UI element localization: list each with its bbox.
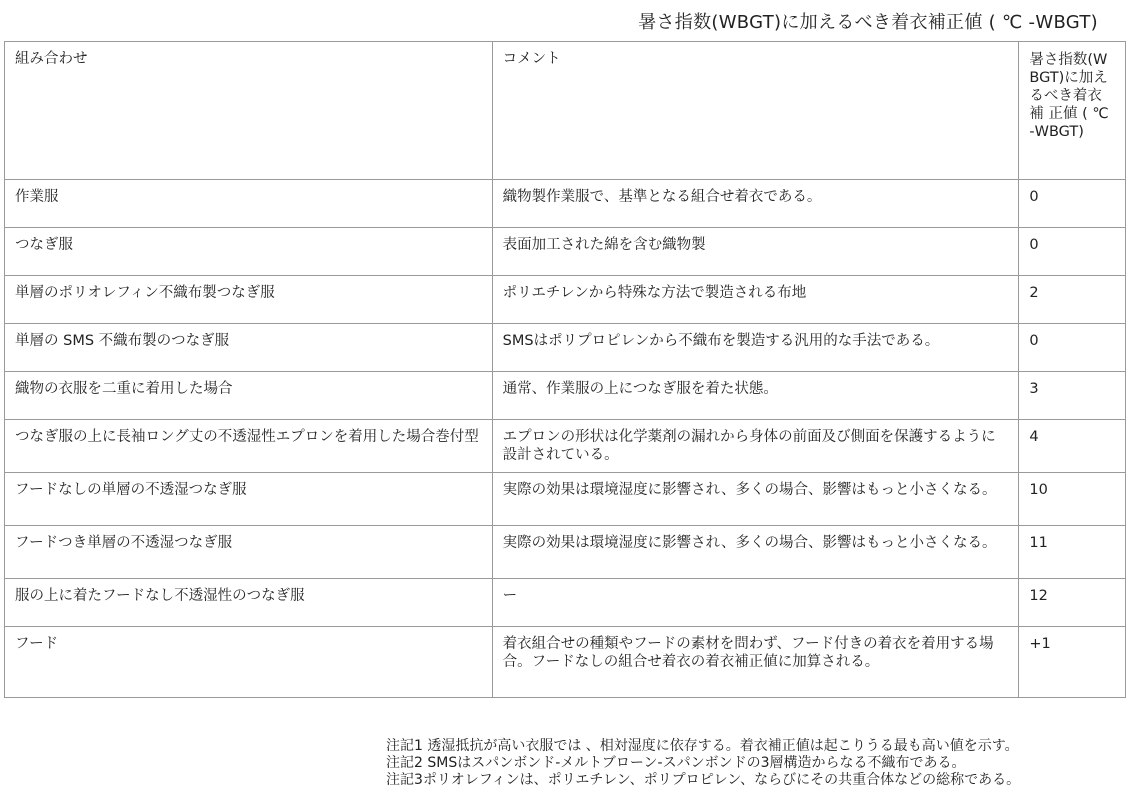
- cell-combination: つなぎ服: [5, 228, 493, 276]
- table-row: [5, 627, 1126, 698]
- cell-combination: 単層のポリオレフィン不織布製つなぎ服: [5, 276, 493, 324]
- table-row: [5, 526, 1126, 579]
- cell-combination: 織物の衣服を二重に着用した場合: [5, 372, 493, 420]
- table-row: [5, 372, 1126, 420]
- cell-combination: フードなしの単層の不透湿つなぎ服: [5, 473, 493, 526]
- column-header-comment: コメント: [492, 42, 1019, 180]
- cell-correction-value: 3: [1019, 372, 1126, 420]
- cell-correction-value: 12: [1019, 579, 1126, 627]
- cell-correction-value: 0: [1019, 180, 1126, 228]
- cell-comment: 表面加工された綿を含む織物製: [492, 228, 1019, 276]
- table-row: [5, 228, 1126, 276]
- column-header-combination: 組み合わせ: [5, 42, 493, 180]
- table-row: [5, 420, 1126, 473]
- cell-comment: エプロンの形状は化学薬剤の漏れから身体の前面及び側面を保護するように設計されている。: [492, 420, 1019, 473]
- table-row: [5, 473, 1126, 526]
- table-header-row: [5, 42, 1126, 180]
- cell-correction-value: 0: [1019, 228, 1126, 276]
- cell-combination: 単層の SMS 不織布製のつなぎ服: [5, 324, 493, 372]
- document-title: 暑さ指数(WBGT)に加えるべき着衣補正値 ( ℃ -WBGT): [638, 12, 1098, 33]
- cell-comment: 通常、作業服の上につなぎ服を着た状態。: [492, 372, 1019, 420]
- column-header-correction-value: 暑さ指数(WBGT)に加えるべき着衣 補 正値 ( ℃ -WBGT): [1019, 42, 1126, 180]
- note-3: 注記3ポリオレフィンは、ポリエチレン、ポリプロピレン、ならびにその共重合体などの総称である。: [386, 772, 1021, 788]
- cell-correction-value: 10: [1019, 473, 1126, 526]
- cell-correction-value: 4: [1019, 420, 1126, 473]
- notes-section: [386, 738, 1020, 789]
- cell-comment: 実際の効果は環境湿度に影響され、多くの場合、影響はもっと小さくなる。: [492, 526, 1019, 579]
- clothing-correction-table: [4, 41, 1126, 698]
- cell-correction-value: 11: [1019, 526, 1126, 579]
- cell-comment: ポリエチレンから特殊な方法で製造される布地: [492, 276, 1019, 324]
- cell-combination: 作業服: [5, 180, 493, 228]
- cell-comment: 織物製作業服で、基準となる組合せ着衣である。: [492, 180, 1019, 228]
- cell-combination: つなぎ服の上に長袖ロング丈の不透湿性エプロンを着用した場合巻付型: [5, 420, 493, 473]
- note-1: 注記1 透湿抵抗が高い衣服では 、相対湿度に依存する。着衣補正値は起こりうる最も高い値を示す。: [386, 738, 1019, 754]
- cell-correction-value: 0: [1019, 324, 1126, 372]
- cell-combination: フードつき単層の不透湿つなぎ服: [5, 526, 493, 579]
- cell-comment: 着衣組合せの種類やフードの素材を問わず、フード付きの着衣を着用する場合。フードなしの組合せ着衣の着衣補正値に加算される。: [492, 627, 1019, 698]
- table-row: [5, 579, 1126, 627]
- cell-comment: 実際の効果は環境湿度に影響され、多くの場合、影響はもっと小さくなる。: [492, 473, 1019, 526]
- table-row: [5, 276, 1126, 324]
- cell-comment: ー: [492, 579, 1019, 627]
- cell-combination: 服の上に着たフードなし不透湿性のつなぎ服: [5, 579, 493, 627]
- cell-correction-value: 2: [1019, 276, 1126, 324]
- table-row: [5, 324, 1126, 372]
- cell-combination: フード: [5, 627, 493, 698]
- cell-correction-value: +1: [1019, 627, 1126, 698]
- note-2: 注記2 SMSはスパンボンド-メルトブローン-スパンボンドの3層構造からなる不織布である。: [386, 755, 966, 771]
- table-row: [5, 180, 1126, 228]
- cell-comment: SMSはポリプロピレンから不織布を製造する汎用的な手法である。: [492, 324, 1019, 372]
